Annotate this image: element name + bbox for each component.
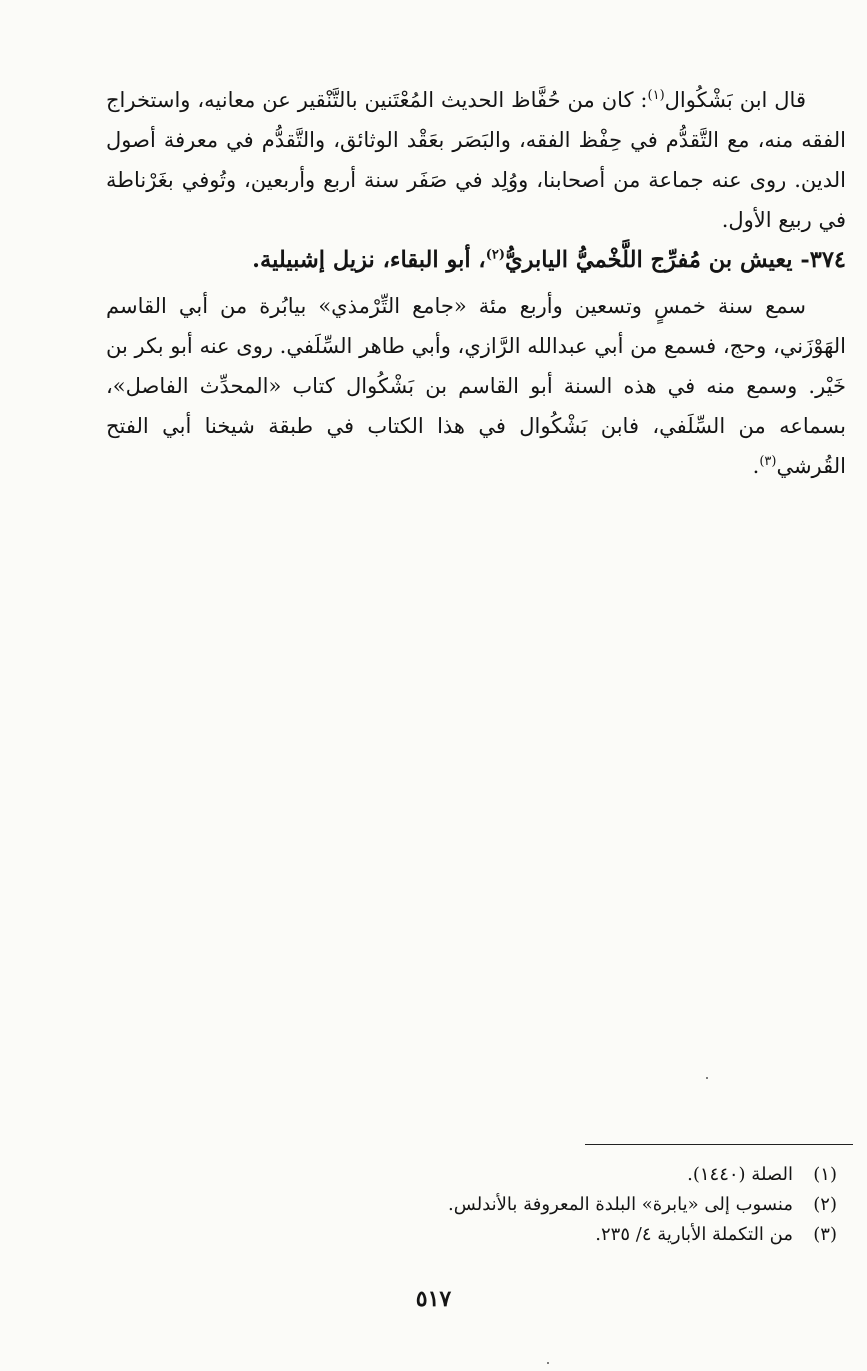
footnote-text: من التكملة الأبارية ٤/ ٢٣٥. [595,1224,793,1245]
paragraph-2-text-start: سمع سنة خمسٍ وتسعين وأربع مئة «جامع التِّرْمذي» بيابُرة من أبي القاسم الهَوْزَني، وحج، فسمع من أبي عبدالله الرَّازي، وأبي طاهر السِّلَفي. روى عنه أبو بكر بن خَيْر. وسمع منه في هذه السنة أبو القاسم بن بَشْكُوال كتاب «المحدِّث الفاصل»، بسماعه من السِّلَفي، فابن بَشْكُوال في هذا الكتاب في طبقة شيخنا أبي الفتح القُرشي [106,294,846,478]
entry-374-heading [106,240,846,280]
footnote-separator-line [585,1144,853,1145]
footnote-ref-2: (٢) [485,247,505,263]
footnote-item-2 [277,1190,837,1220]
paragraph-1 [106,80,846,240]
entry-heading-text-start: ٣٧٤- يعيش بن مُفرِّج اللَّخْميُّ اليابريُّ [504,247,846,273]
entry-heading-text-end: ، أبو البقاء، نزيل إشبيلية. [252,247,486,273]
scan-speck [547,1362,549,1364]
page-number: ٥١٧ [415,1286,452,1312]
footnote-marker: (٣) [813,1224,837,1245]
footnote-marker: (٢) [813,1194,837,1215]
footnote-ref-3: (٣) [759,454,777,469]
paragraph-2 [106,286,846,486]
paragraph-1-text-end: : كان من حُفَّاظ الحديث المُعْتَنين بالتَّنْقير عن معانيه، واستخراج الفقه منه، مع التَّقدُّم في حِفْظ الفقه، والبَصَر بعَقْد الوثائق، والتَّقدُّم في معرفة أصول الدين. روى عنه جماعة من أصحابنا، ووُلِد في صَفَر سنة أربع وأربعين، وتُوفي بغَرْناطة في ربيع الأول. [106,88,846,232]
footnote-item-1 [277,1160,837,1190]
paragraph-1-text-start: قال ابن بَشْكُوال [664,88,806,112]
main-text-block [106,80,846,486]
footnote-item-3 [277,1220,837,1250]
footnote-marker: (١) [813,1164,837,1185]
footnote-text: منسوب إلى «يابرة» البلدة المعروفة بالأندلس. [448,1194,793,1215]
paragraph-2-text-end: . [752,454,760,478]
footnotes-list [277,1160,837,1250]
scan-speck [706,1077,708,1079]
footnote-text: الصلة (١٤٤٠). [687,1164,793,1185]
footnote-ref-1: (١) [647,88,665,103]
